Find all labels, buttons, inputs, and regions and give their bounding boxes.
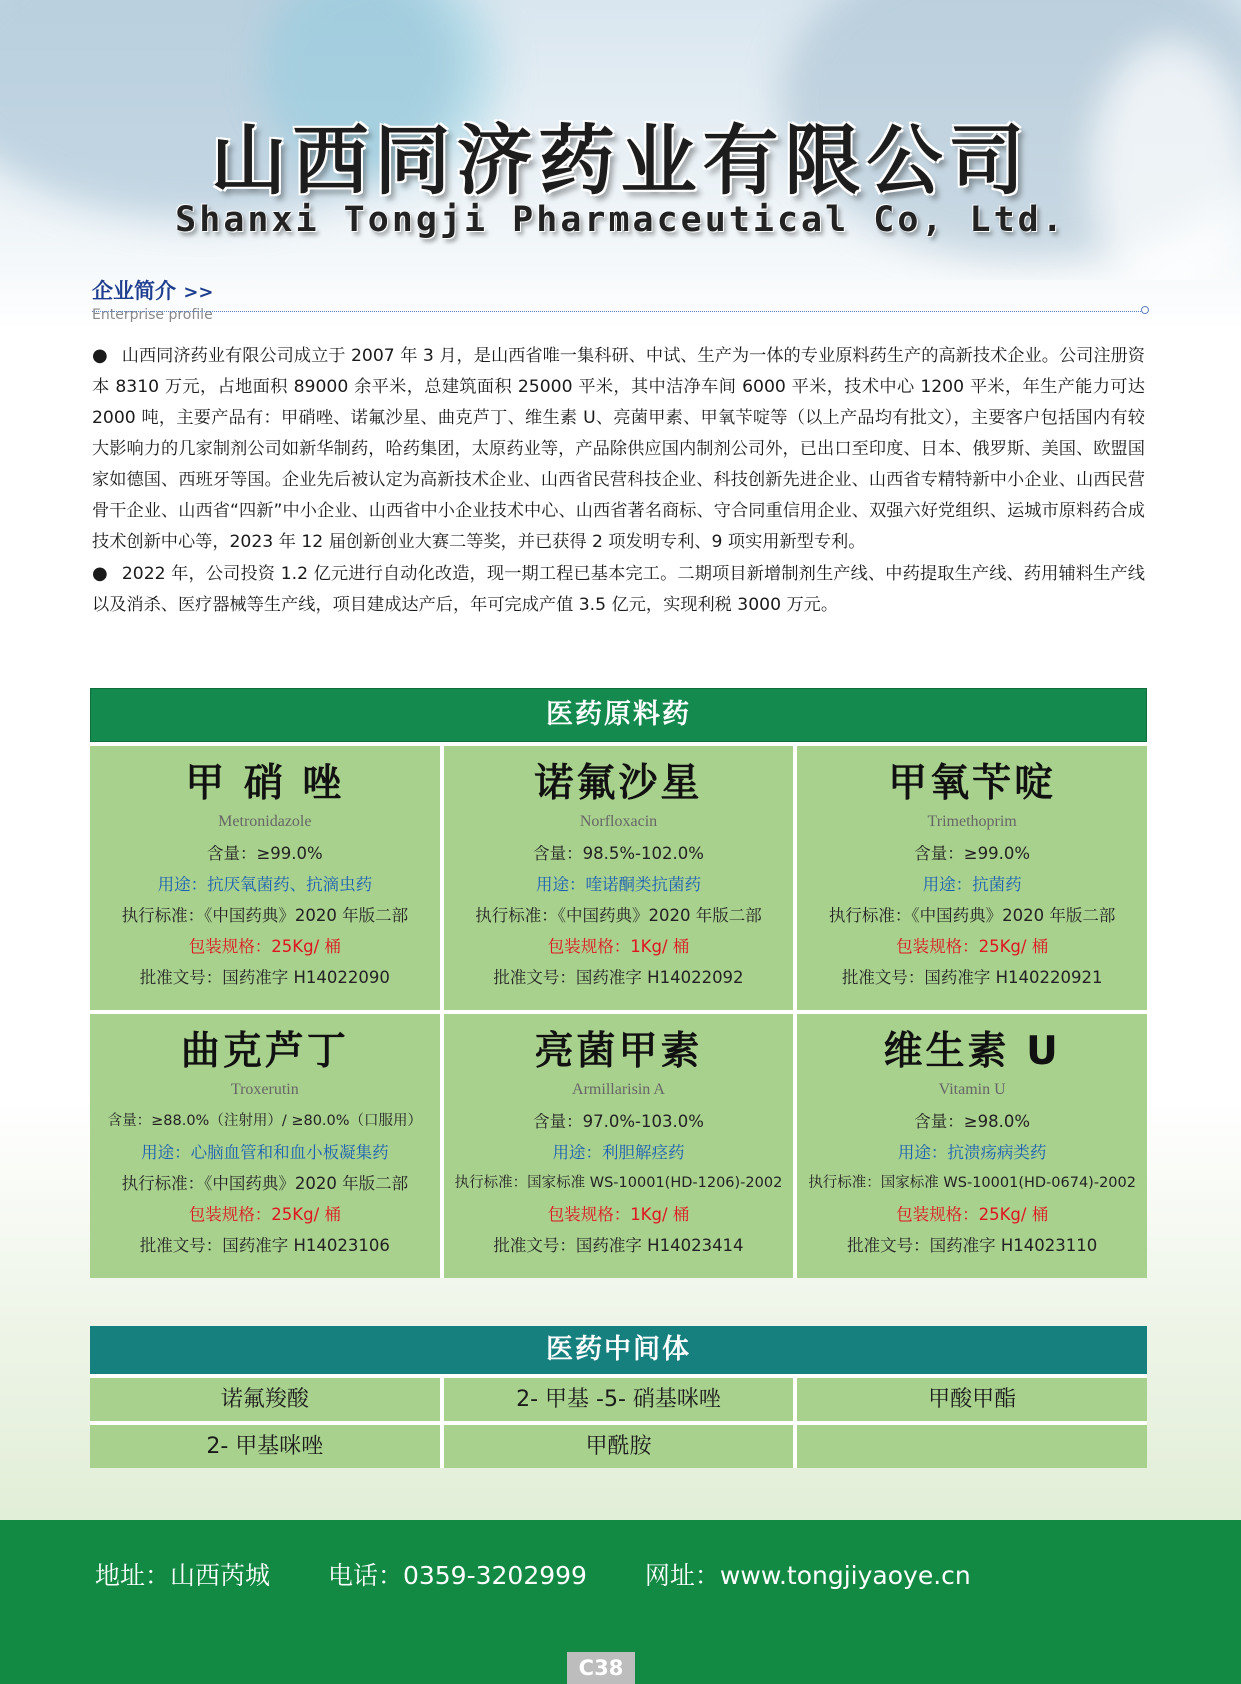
product-content: 含量：≥99.0% (914, 844, 1031, 863)
product-standard: 执行标准：国家标准 WS-10001(HD-0674)-2002 (808, 1175, 1136, 1191)
intro-heading (92, 275, 1145, 305)
bullet-icon: ● (92, 563, 108, 584)
intro-text (92, 340, 1145, 621)
product-use: 用途：抗溃疡病类药 (897, 1143, 1047, 1162)
product-use: 用途：抗厌氧菌药、抗滴虫药 (157, 875, 373, 894)
product-english-name: Vitamin U (938, 1081, 1006, 1098)
product-approval: 批准文号：国药准字 H14023106 (139, 1236, 390, 1255)
footer-phone: 电话：0359-3202999 (327, 1561, 587, 1590)
product-name: 亮菌甲素 (534, 1029, 703, 1074)
product-card (797, 1014, 1147, 1278)
product-name: 甲氧苄啶 (888, 761, 1057, 806)
api-panel (90, 688, 1147, 1278)
intermediate-item: 甲酰胺 (444, 1425, 794, 1468)
product-standard: 执行标准：《中国药典》2020 年版二部 (828, 906, 1116, 925)
product-use: 用途：抗菌药 (922, 875, 1022, 894)
product-package: 包装规格：25Kg/ 桶 (896, 937, 1049, 956)
product-package: 包装规格：1Kg/ 桶 (547, 1205, 690, 1224)
intermediates-grid (90, 1374, 1147, 1468)
product-name: 曲克芦丁 (180, 1029, 349, 1074)
product-standard: 执行标准：《中国药典》2020 年版二部 (121, 906, 409, 925)
product-name: 诺氟沙星 (534, 761, 703, 806)
product-use: 用途：心脑血管和和血小板凝集药 (141, 1143, 389, 1162)
divider-end-dot (1141, 306, 1149, 314)
dotted-divider (92, 311, 1145, 312)
product-card (444, 746, 794, 1010)
intro-paragraph-2 (92, 558, 1145, 621)
product-content: 含量：≥98.0% (914, 1112, 1031, 1131)
hero-banner (0, 0, 1241, 280)
company-title-en: Shanxi Tongji Pharmaceutical Co, Ltd. (175, 200, 1066, 240)
product-name: 维生素 U (883, 1029, 1061, 1074)
product-package: 包装规格：25Kg/ 桶 (896, 1205, 1049, 1224)
bullet-icon: ● (92, 345, 108, 366)
intermediates-panel-title: 医药中间体 (90, 1326, 1147, 1374)
product-english-name: Armillarisin A (572, 1081, 665, 1098)
product-approval: 批准文号：国药准字 H14023110 (847, 1236, 1098, 1255)
product-english-name: Troxerutin (230, 1081, 299, 1098)
company-title-cn: 山西同济药业有限公司 (210, 116, 1031, 205)
product-package: 包装规格：25Kg/ 桶 (188, 937, 341, 956)
product-standard: 执行标准：国家标准 WS-10001(HD-1206)-2002 (454, 1175, 783, 1191)
product-package: 包装规格：25Kg/ 桶 (188, 1205, 341, 1224)
product-content: 含量：≥99.0% (206, 844, 323, 863)
intermediate-item: 诺氟羧酸 (90, 1378, 440, 1421)
product-card (797, 746, 1147, 1010)
api-panel-title: 医药原料药 (90, 688, 1147, 742)
product-content: 含量：97.0%-103.0% (533, 1112, 704, 1131)
product-english-name: Metronidazole (218, 813, 312, 830)
intermediate-item: 2- 甲基 -5- 硝基咪唑 (444, 1378, 794, 1421)
intermediates-panel (90, 1326, 1147, 1468)
product-content: 含量：98.5%-102.0% (533, 844, 704, 863)
api-product-grid (90, 742, 1147, 1278)
intro-paragraph-1 (92, 340, 1145, 558)
intro-heading-arrow: >> (183, 282, 214, 303)
intro-paragraph-1-text: 山西同济药业有限公司成立于 2007 年 3 月，是山西省唯一集科研、中试、生产为一体的专业原料药生产的高新技术企业。公司注册资本 8310 万元，占地面积 89000 余平米，总建筑面积 25000 平米，其中洁净车间 6000 平米，技术中心 1200 平米，年生产能力可达 2000 吨，主要产品有：甲硝唑、诺氟沙星、曲克芦丁、维生素 U、亮菌甲素、甲氧苄啶等（以上产品均有批文），主要客户包括国内有较大影响力的几家制剂公司如新华制药，哈药集团，太原药业等，产品除供应国内制剂公司外，已出口至印度、日本、俄罗斯、美国、欧盟国家如德国、西班牙等国。企业先后被认定为高新技术企业、山西省民营科技企业、科技创新先进企业、山西省专精特新中小企业、山西民营骨干企业、山西省“四新”中小企业、山西省中小企业技术中心、山西省著名商标、守合同重信用企业、双强六好党组织、运城市原料药合成技术创新中心等，2023 年 12 届创新创业大赛二等奖，并已获得 2 项发明专利、9 项实用新型专利。 (92, 346, 1145, 552)
footer-address: 地址：山西芮城 (95, 1561, 271, 1590)
product-card (444, 1014, 794, 1278)
product-content: 含量：≥88.0%（注射用）/ ≥80.0%（口服用） (107, 1113, 423, 1129)
product-card (90, 746, 440, 1010)
page-number: C38 (567, 1652, 635, 1684)
product-name: 甲 硝 唑 (185, 761, 345, 806)
intermediate-item: 甲酸甲酯 (797, 1378, 1147, 1421)
product-use: 用途：喹诺酮类抗菌药 (535, 875, 701, 894)
product-approval: 批准文号：国药准字 H14022092 (493, 968, 744, 987)
intro-section-header (92, 275, 1145, 323)
product-standard: 执行标准：《中国药典》2020 年版二部 (475, 906, 762, 925)
intro-heading-text: 企业简介 (92, 279, 176, 303)
intermediate-item-empty (797, 1425, 1147, 1468)
footer-website[interactable]: 网址：www.tongjiyaoye.cn (644, 1561, 971, 1590)
intro-paragraph-2-text: 2022 年，公司投资 1.2 亿元进行自动化改造，现一期工程已基本完工。二期项目新增制剂生产线、中药提取生产线、药用辅料生产线以及消杀、医疗器械等生产线，项目建成达产后，年可完成产值 3.5 亿元，实现利税 3000 万元。 (92, 564, 1145, 615)
product-package: 包装规格：1Kg/ 桶 (547, 937, 690, 956)
intermediate-item: 2- 甲基咪唑 (90, 1425, 440, 1468)
intro-subheading: Enterprise profile (92, 307, 213, 323)
product-use: 用途：利胆解痉药 (552, 1143, 685, 1162)
product-english-name: Trimethoprim (927, 813, 1017, 830)
product-approval: 批准文号：国药准字 H14022090 (139, 968, 390, 987)
product-card (90, 1014, 440, 1278)
contact-info (95, 1556, 1021, 1592)
footer (0, 1520, 1241, 1684)
product-approval: 批准文号：国药准字 H14023414 (493, 1236, 744, 1255)
product-approval: 批准文号：国药准字 H140220921 (841, 968, 1103, 987)
product-standard: 执行标准：《中国药典》2020 年版二部 (121, 1174, 409, 1193)
product-english-name: Norfloxacin (579, 813, 658, 830)
